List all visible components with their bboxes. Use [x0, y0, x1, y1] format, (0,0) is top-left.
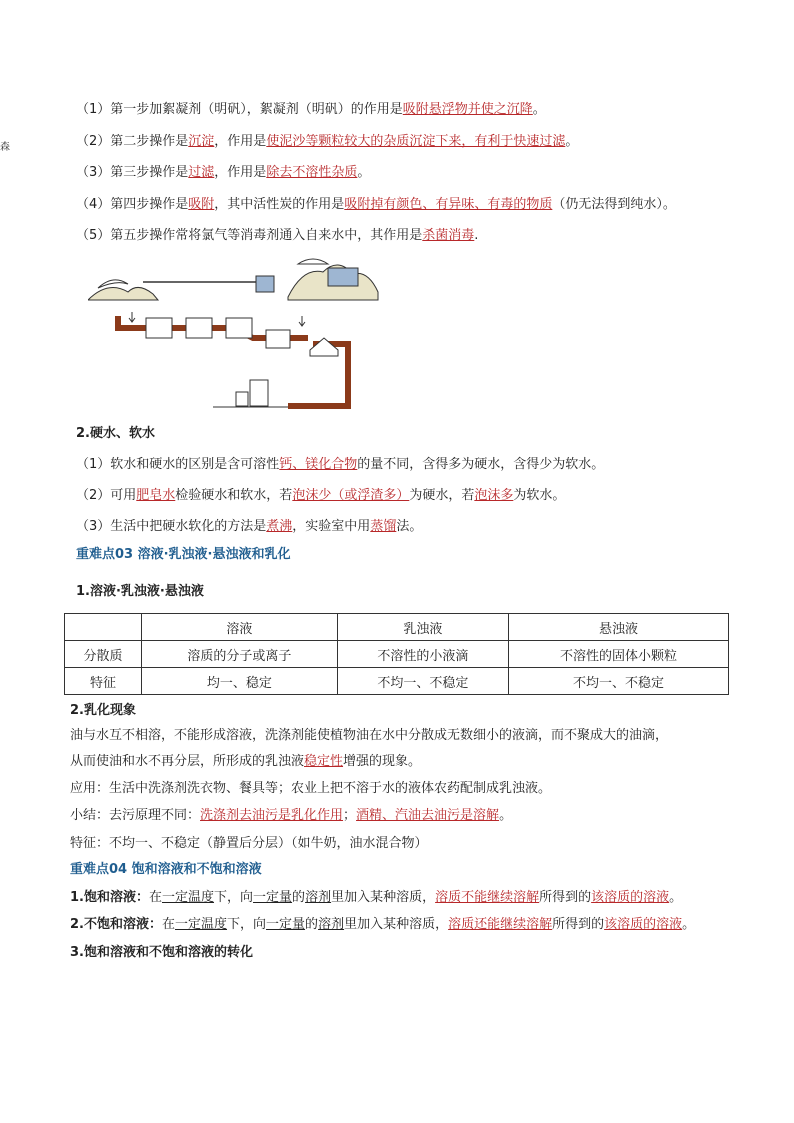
- water-treatment-diagram: [88, 252, 388, 412]
- section03-subtitle-2: 2.乳化现象: [70, 703, 136, 718]
- mountain-lake-icon: [288, 259, 378, 300]
- table-cell: 乳浊液: [337, 614, 508, 641]
- table-cell: 不溶性的小液滴: [337, 641, 508, 668]
- unsaturated-definition: 2.不饱和溶液：在一定温度下，向一定量的溶剂里加入某种溶质，溶质还能继续溶解所得到的该溶质的溶液。: [70, 917, 696, 932]
- step5-line: （5）第五步操作常将氯气等消毒剂通入自来水中，其作用是杀菌消毒.: [76, 228, 479, 243]
- section03-title: 重难点03 溶液·乳浊液·悬浊液和乳化: [76, 547, 291, 562]
- table-cell: 不均一、不稳定: [509, 668, 729, 695]
- hard-water-title: 2.硬水、软水: [76, 426, 155, 441]
- arrow-down-icon: [299, 316, 305, 326]
- table-cell: 悬浊液: [509, 614, 729, 641]
- step4-line: （4）第四步操作是吸附，其中活性炭的作用是吸附掉有颜色、有异味、有毒的物质（仍无法得到纯水）。: [76, 197, 676, 212]
- pump-station: [256, 276, 274, 292]
- disinfection-house: [310, 338, 338, 356]
- table-row: [65, 668, 729, 695]
- hard-water-line-2: （2）可用肥皂水检验硬水和软水，若泡沫少（或浮渣多）为硬水，若泡沫多为软水。: [76, 488, 566, 503]
- hard-water-line-1: （1）软水和硬水的区别是含可溶性钙、镁化合物的量不同，含得多为硬水，含得少为软水。: [76, 457, 605, 472]
- hard-water-line-3: （3）生活中把硬水软化的方法是煮沸，实验室中用蒸馏法。: [76, 519, 423, 534]
- filter-tank: [226, 318, 252, 338]
- application-line: 应用：生活中洗涤剂洗衣物、餐具等；农业上把不溶于水的液体农药配制成乳浊液。: [70, 781, 552, 796]
- step1-line: （1）第一步加絮凝剂（明矾），絮凝剂（明矾）的作用是吸附悬浮物并使之沉降。: [76, 102, 546, 117]
- summary-line: 小结：去污原理不同：洗涤剂去油污是乳化作用；酒精、汽油去油污是溶解。: [70, 808, 513, 823]
- table-cell: 溶质的分子或离子: [142, 641, 338, 668]
- margin-mark: 森: [0, 142, 10, 153]
- conversion-subtitle: 3.饱和溶液和不饱和溶液的转化: [70, 945, 253, 960]
- flocculation-tank: [146, 318, 172, 338]
- table-cell: 溶液: [142, 614, 338, 641]
- reservoir-hills-icon: [88, 280, 158, 300]
- table-cell: 均一、稳定: [142, 668, 338, 695]
- arrow-down-icon: [129, 312, 135, 322]
- table-cell: 不溶性的固体小颗粒: [509, 641, 729, 668]
- sedimentation-tank: [186, 318, 212, 338]
- feature-line: 特征：不均一、不稳定（静置后分层）（如牛奶，油水混合物）: [70, 836, 428, 851]
- table-cell: 不均一、不稳定: [337, 668, 508, 695]
- emulsion-paragraph-1: 油与水互不相溶，不能形成溶液，洗涤剂能使植物油在水中分散成无数细小的液滴，而不聚成大的油滴，: [70, 728, 669, 743]
- table-cell: 分散质: [65, 641, 142, 668]
- table-row: [65, 641, 729, 668]
- step3-line: （3）第三步操作是过滤，作用是除去不溶性杂质。: [76, 165, 371, 180]
- section03-subtitle-1: 1.溶液·乳浊液·悬浊液: [76, 584, 204, 599]
- table-cell: 特征: [65, 668, 142, 695]
- step2-line: （2）第二步操作是沉淀，作用是使泥沙等颗粒较大的杂质沉淀下来，有利于快速过滤。: [76, 134, 579, 149]
- table-cell: [65, 614, 142, 641]
- section04-title: 重难点04 饱和溶液和不饱和溶液: [70, 862, 262, 877]
- water-tower-icon: [213, 380, 288, 407]
- emulsion-paragraph-2: 从而使油和水不再分层，所形成的乳浊液稳定性增强的现象。: [70, 754, 422, 769]
- table-row: [65, 614, 729, 641]
- adsorption-tank: [266, 330, 290, 348]
- saturated-definition: 1.饱和溶液：在一定温度下，向一定量的溶剂里加入某种溶质，溶质不能继续溶解所得到的该溶质的溶液。: [70, 890, 683, 905]
- dispersion-table: [64, 613, 729, 695]
